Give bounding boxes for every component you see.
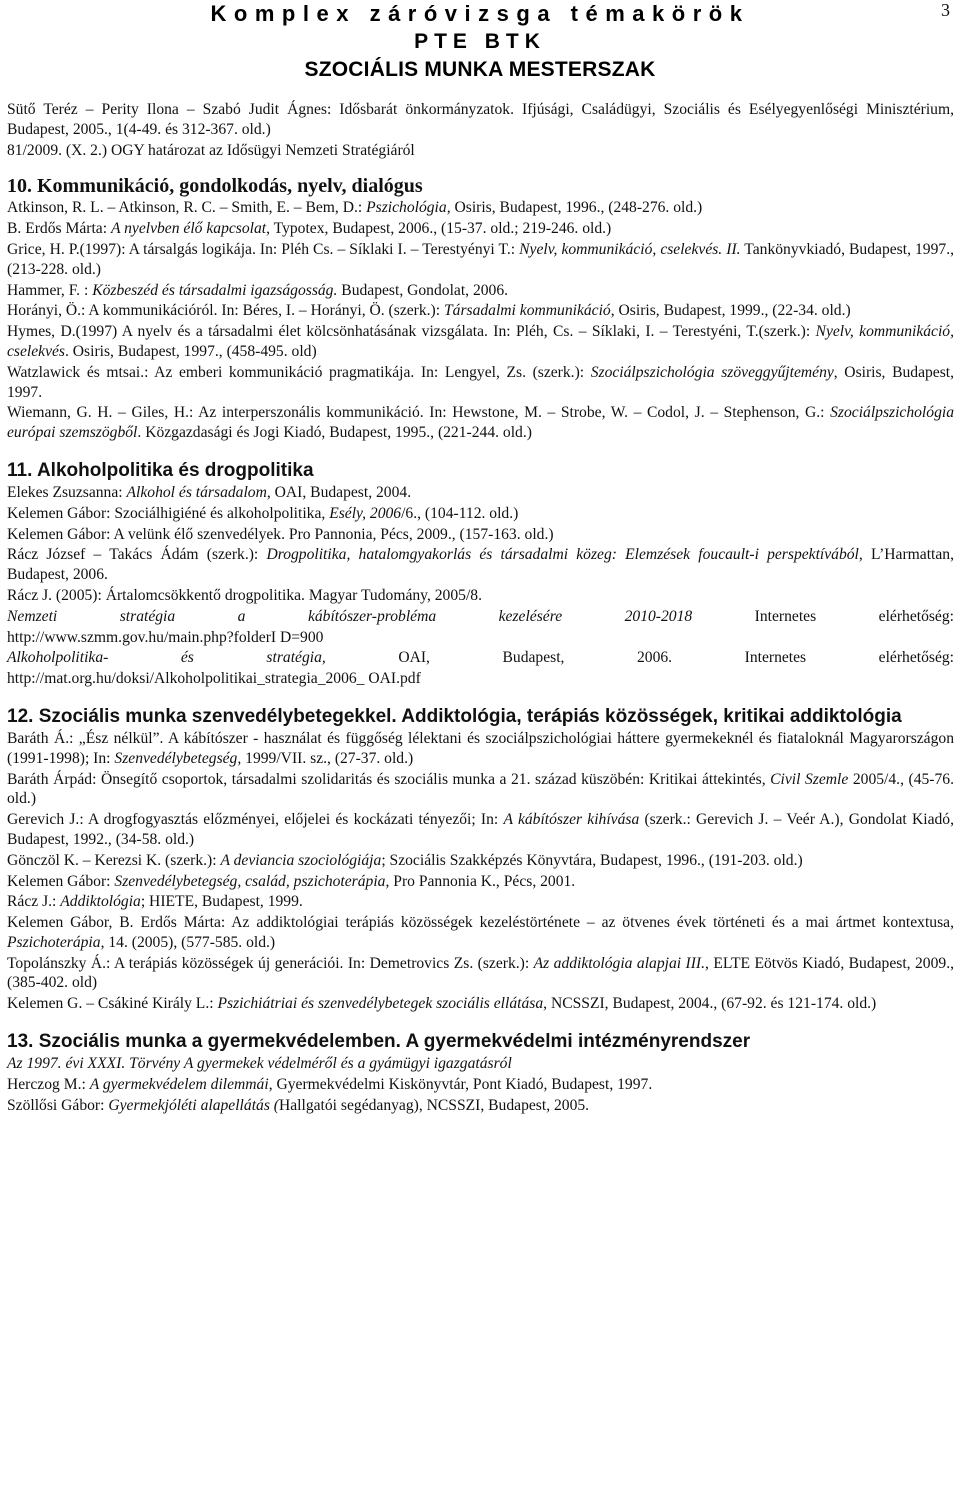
reference-entry: Hymes, D.(1997) A nyelv és a társadalmi élet kölcsönhatásának vizsgálata. In: Pléh, Cs. – Síklaki, I. – Terestyéni, T.(szerk.): Nyelv, kommunikáció, cselekvés. Osiris, Budapest, 1997., (458-495. old) — [7, 323, 954, 360]
reference-url[interactable]: http://mat.org.hu/doksi/Alkoholpolitikai_strategia_2006_ OAI.pdf — [7, 670, 421, 688]
intro-references — [7, 100, 954, 160]
section-10-title: 10. Kommunikáció, gondolkodás, nyelv, dialógus — [7, 175, 423, 198]
reference-entry: Szöllősi Gábor: Gyermekjóléti alapellátás (Hallgatói segédanyag), NCSSZI, Budapest, 2005. — [7, 1096, 590, 1114]
reference-url[interactable]: http://www.szmm.gov.hu/main.php?folderI D=900 — [7, 628, 324, 646]
reference-entry: Hammer, F. : Közbeszéd és társadalmi igazságosság. Budapest, Gondolat, 2006. — [7, 281, 509, 299]
reference-entry: Gönczöl K. – Kerezsi K. (szerk.): A deviancia szociológiája; Szociális Szakképzés Könyvtára, Budapest, 1996., (191-203. old.) — [7, 851, 803, 869]
header-program: SZOCIÁLIS MUNKA MESTERSZAK — [304, 58, 656, 81]
section-10-references — [7, 198, 954, 443]
reference-entry: Herczog M.: A gyermekvédelem dilemmái, Gyermekvédelmi Kiskönyvtár, Pont Kiadó, Budapest, 1997. — [7, 1075, 653, 1093]
reference-entry: Kelemen Gábor, B. Erdős Márta: Az addiktológiai terápiás közösségek kezeléstörténete – az ötvenes évek történeti és a mai ártmet kontextusa, Pszichoterápia, 14. (2005), (577-585. old.) — [7, 914, 954, 951]
reference-entry: Rácz József – Takács Ádám (szerk.): Drogpolitika, hatalomgyakorlás és társadalmi közeg: Elemzések foucault-i perspektívából, L’Harmattan, Budapest, 2006. — [7, 546, 954, 584]
reference-entry: Elekes Zsuzsanna: Alkohol és társadalom, OAI, Budapest, 2004. — [7, 483, 412, 501]
reference-entry: Atkinson, R. L. – Atkinson, R. C. – Smith, E. – Bem, D.: Pszichológia, Osiris, Budapest, 1996., (248-276. old.) — [7, 199, 703, 217]
page-header — [0, 0, 960, 90]
section-12-title: 12. Szociális munka szenvedélybetegekkel. Addiktológia, terápiás közösségek, kritikai addiktológia — [7, 705, 902, 727]
reference-entry: Sütő Teréz – Perity Ilona – Szabó Judit Ágnes: Idősbarát önkormányzatok. Ifjúsági, Családügyi, Szociális és Esélyegyenlőségi Minisztérium, Budapest, 2005., 1(4-49. és 312-367. old.) — [7, 101, 954, 138]
reference-entry: Grice, H. P.(1997): A társalgás logikája. In: Pléh Cs. – Síklaki I. – Terestyényi T.: Nyelv, kommunikáció, cselekvés. II. Tankönyvkiadó, Budapest, 1997., (213-228. old.) — [7, 240, 954, 278]
document-body — [7, 100, 954, 1116]
header-institution: PTE BTK — [414, 30, 546, 53]
reference-entry: Wiemann, G. H. – Giles, H.: Az interperszonális kommunikáció. In: Hewstone, M. – Strobe, W. – Codol, J. – Stephenson, G.: Szociálpszichológia európai szemszögből. Közgazdasági és Jogi Kiadó, Budapest, 1995., (221-244. old.) — [7, 404, 954, 442]
reference-entry: Baráth Á.: „Ész nélkül”. A kábítószer - használat és függőség lélektani és szociálpszichológiai háttere gyermekeknél és fiataloknál Magyarországon (1991-1998); In: Szenvedélybetegség, 1999/VII. sz., (27-37. old.) — [7, 729, 954, 767]
reference-entry: Watzlawick és mtsai.: Az emberi kommunikáció pragmatikája. In: Lengyel, Zs. (szerk.): Szociálpszichológia szöveggyűjtemény, Osiris, Budapest, 1997. — [7, 363, 955, 401]
reference-entry: Baráth Árpád: Önsegítő csoportok, társadalmi szolidaritás és szociális munka a 21. század küszöbén: Kritikai áttekintés, Civil Szemle 2005/4., (45-76. old.) — [7, 770, 954, 808]
section-11-title: 11. Alkoholpolitika és drogpolitika — [7, 459, 314, 481]
section-11-references — [7, 483, 954, 689]
reference-entry: 81/2009. (X. 2.) OGY határozat az Idősügyi Nemzeti Stratégiáról — [7, 141, 415, 159]
reference-entry: Kelemen Gábor: Szenvedélybetegség, család, pszichoterápia, Pro Pannonia K., Pécs, 2001. — [7, 872, 576, 890]
page-number: 3 — [941, 0, 950, 20]
reference-entry: Alkoholpolitika- és stratégia, OAI, Budapest, 2006. Internetes elérhetőség: — [7, 649, 954, 667]
reference-entry: B. Erdős Márta: A nyelvben élő kapcsolat, Typotex, Budapest, 2006., (15-37. old.; 219-246. old.) — [7, 220, 612, 238]
section-13-references — [7, 1054, 954, 1115]
reference-entry: Gerevich J.: A drogfogyasztás előzményei, előjelei és kockázati tényezői; In: A kábítószer kihívása (szerk.: Gerevich J. – Veér A.), Gondolat Kiadó, Budapest, 1992., (34-58. old.) — [7, 811, 954, 848]
header-title: Komplex záróvizsga témakörök — [210, 1, 750, 26]
reference-entry: Topolánszky Á.: A terápiás közösségek új generációi. In: Demetrovics Zs. (szerk.): Az addiktológia alapjai III., ELTE Eötvös Kiadó, Budapest, 2009., (385-402. old) — [7, 954, 954, 992]
reference-entry: Rácz J.: Addiktológia; HIETE, Budapest, 1999. — [7, 893, 303, 911]
reference-entry: Nemzeti stratégia a kábítószer-probléma kezelésére 2010-2018 Internetes elérhetőség: — [7, 607, 954, 625]
reference-entry: Kelemen G. – Csákiné Király L.: Pszichiátriai és szenvedélybetegek szociális ellátása, NCSSZI, Budapest, 2004., (67-92. és 121-174. old.) — [7, 995, 877, 1013]
section-12-references — [7, 729, 954, 1014]
reference-entry: Kelemen Gábor: A velünk élő szenvedélyek. Pro Pannonia, Pécs, 2009., (157-163. old.) — [7, 525, 554, 543]
reference-entry: Rácz J. (2005): Ártalomcsökkentő drogpolitika. Magyar Tudomány, 2005/8. — [7, 586, 482, 604]
section-13-title: 13. Szociális munka a gyermekvédelemben. A gyermekvédelmi intézményrendszer — [7, 1031, 751, 1053]
reference-entry: Az 1997. évi XXXI. Törvény A gyermekek védelméről és a gyámügyi igazgatásról — [7, 1055, 512, 1073]
reference-entry: Kelemen Gábor: Szociálhigiéné és alkoholpolitika, Esély, 2006/6., (104-112. old.) — [7, 504, 519, 522]
reference-entry: Horányi, Ö.: A kommunikációról. In: Béres, I. – Horányi, Ö. (szerk.): Társadalmi kommunikáció, Osiris, Budapest, 1999., (22-34. old.) — [7, 302, 851, 320]
